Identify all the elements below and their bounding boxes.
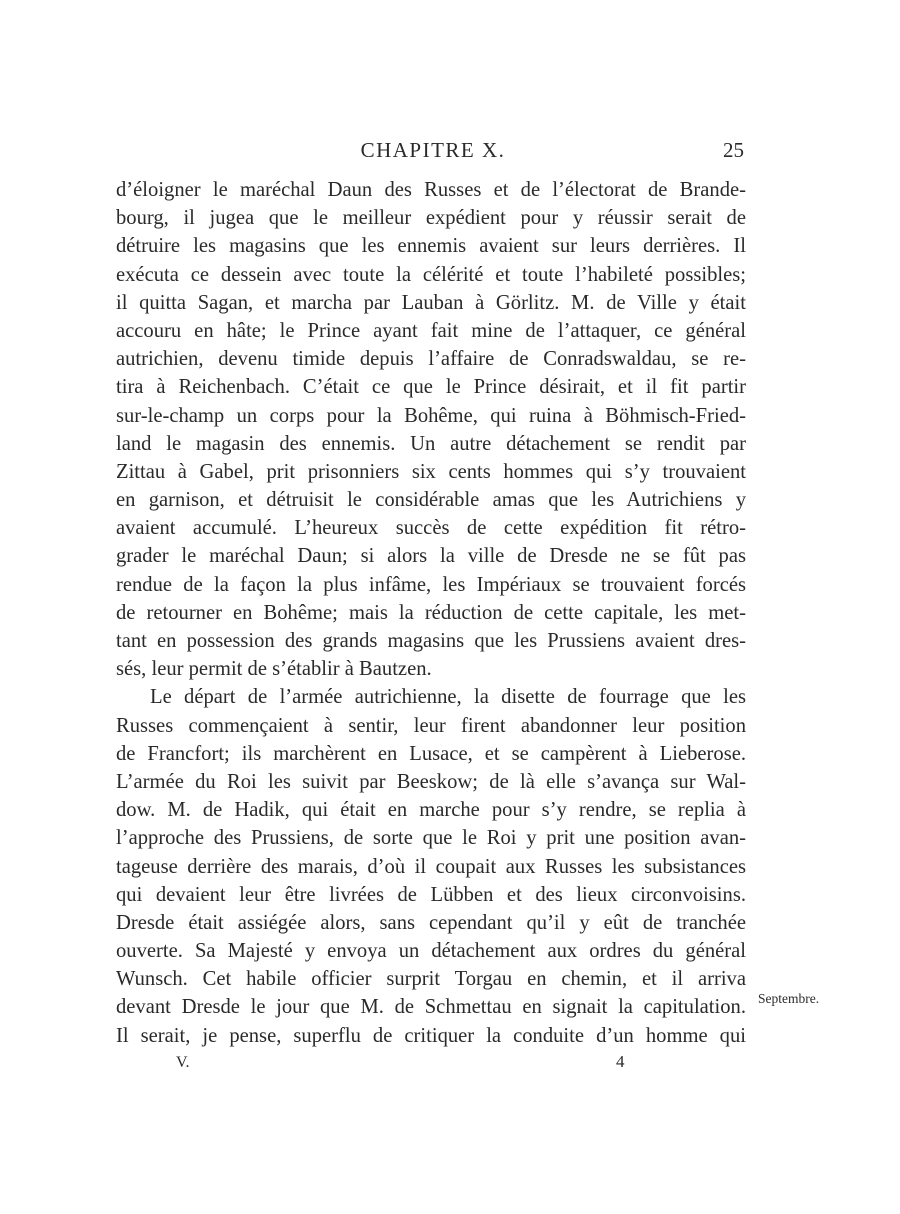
text-line: Il serait, je pense, superflu de critiquer la conduite d’un homme qui [116,1024,746,1047]
text-line: ouverte. Sa Majesté y envoya un détachement aux ordres du général [116,940,746,963]
text-line: exécuta ce dessein avec toute la célérité et toute l’habileté possibles; [116,263,746,286]
text-line: accouru en hâte; le Prince ayant fait mine de l’attaquer, ce général [116,319,746,342]
text-line: Le départ de l’armée autrichienne, la disette de fourrage que les [150,686,746,709]
text-line: Zittau à Gabel, prit prisonniers six cents hommes qui s’y trouvaient [116,460,746,483]
text-line: land le magasin des ennemis. Un autre détachement se rendit par [116,432,746,455]
text-line: il quitta Sagan, et marcha par Lauban à Görlitz. M. de Ville y était [116,291,746,314]
page-number: 25 [723,138,744,162]
text-line: dow. M. de Hadik, qui était en marche pour s’y rendre, se replia à [116,799,746,822]
text-line: Russes commençaient à sentir, leur firent abandonner leur position [116,714,746,737]
text-line: Dresde était assiégée alors, sans cependant qu’il y eût de tranchée [116,911,746,934]
text-line: sés, leur permit de s’établir à Bautzen. [116,658,432,681]
text-line: qui devaient leur être livrées de Lübben et des lieux circonvoisins. [116,883,746,906]
text-line: Wunsch. Cet habile officier surprit Torgau en chemin, et il arriva [116,968,746,991]
text-line: en garnison, et détruisit le considérable amas que les Autrichiens y [116,489,746,512]
text-line: tira à Reichenbach. C’était ce que le Prince désirait, et il fit partir [116,376,746,399]
text-line: avaient accumulé. L’heureux succès de cette expédition fit rétro- [116,517,746,540]
text-line: de retourner en Bohême; mais la réduction de cette capitale, les met- [116,601,746,624]
text-line: détruire les magasins que les ennemis avaient sur leurs derrières. Il [116,235,746,258]
running-title: CHAPITRE X. [360,138,506,162]
text-line: bourg, il jugea que le meilleur expédient pour y réussir serait de [116,207,746,230]
text-line: sur-le-champ un corps pour la Bohême, qui ruina à Böhmisch-Fried- [116,404,746,427]
text-line: tageuse derrière des marais, d’où il coupait aux Russes les subsistances [116,855,746,878]
margin-note: Septembre. [758,991,820,1006]
text-line: devant Dresde le jour que M. de Schmettau en signait la capitulation. [116,996,746,1019]
signature-mark: V. [176,1054,190,1071]
text-line: autrichien, devenu timide depuis l’affaire de Conradswaldau, se re- [116,348,746,371]
text-line: L’armée du Roi les suivit par Beeskow; de là elle s’avança sur Wal- [116,770,746,793]
text-line: grader le maréchal Daun; si alors la ville de Dresde ne se fût pas [116,545,746,568]
body-text [116,176,746,1050]
text-line: rendue de la façon la plus infâme, les Impériaux se trouvaient forcés [116,573,746,596]
text-line: l’approche des Prussiens, de sorte que le Roi y prit une position avan- [116,827,746,850]
text-line: tant en possession des grands magasins que les Prussiens avaient dres- [116,630,746,652]
text-line: d’éloigner le maréchal Daun des Russes et de l’électorat de Brande- [116,179,746,201]
signature-number: 4 [616,1052,625,1071]
text-line: de Francfort; ils marchèrent en Lusace, et se campèrent à Lieberose. [116,742,746,765]
